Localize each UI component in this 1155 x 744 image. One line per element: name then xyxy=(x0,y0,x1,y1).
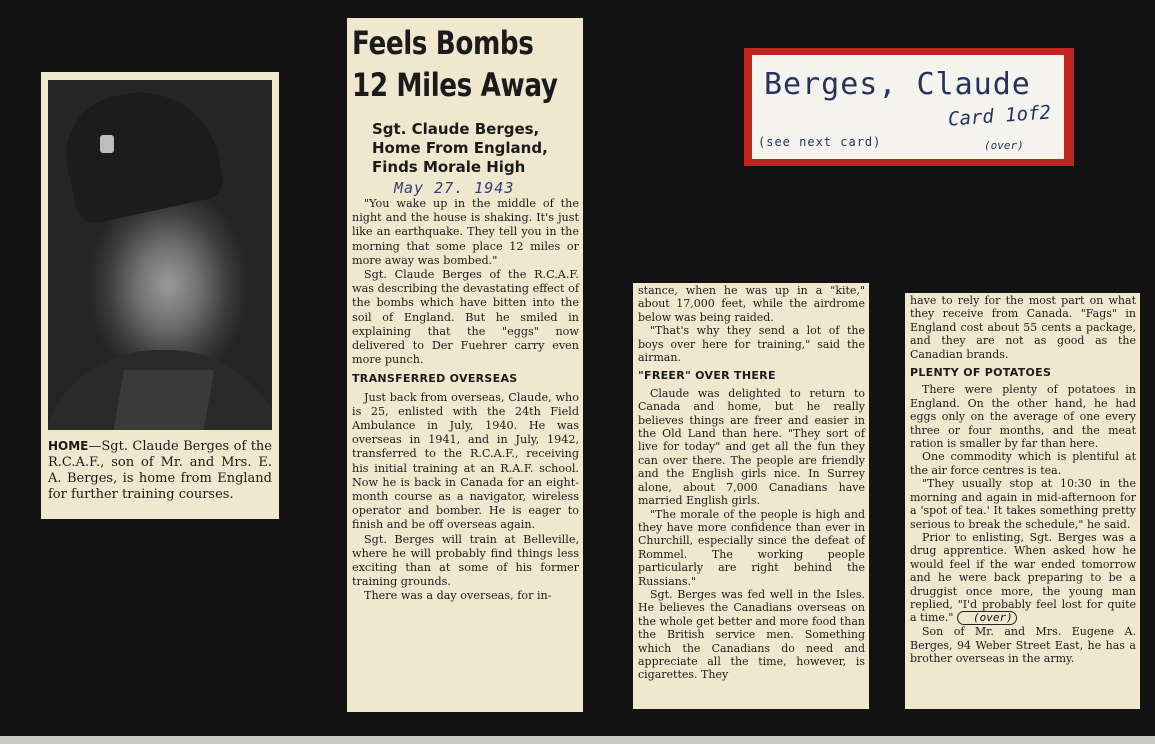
photo-caption xyxy=(48,438,272,503)
caption-text: —Sgt. Claude Berges of the R.C.A.F., son of Mr. and Mrs. E. A. Berges, is home from England for further training courses. xyxy=(48,439,272,502)
article-column-3 xyxy=(905,293,1140,709)
paragraph: Just back from overseas, Claude, who is 25, enlisted with the 24th Field Ambulance in July, 1940. He was overseas in 1941, and in July, 1942, transferred to the R.C.A.F., receiving his initial training at an R.A.F. school. Now he is back in Canada for an eight-month course as a navigator, wireless operator and bomber. He is eager to finish and be off overseas again. xyxy=(352,390,579,532)
section-heading: "FREER" OVER THERE xyxy=(638,369,776,383)
card-count: Card 1of2 xyxy=(947,101,1052,131)
section-heading: PLENTY OF POTATOES xyxy=(910,366,1052,380)
card-note: (see next card) xyxy=(758,135,882,149)
paragraph: "They usually stop at 10:30 in the morning and again in mid-afternoon for a 'spot of tea.' It takes something pretty serious to break the schedule," he said. xyxy=(910,477,1136,531)
headline xyxy=(352,22,582,106)
page-bottom-edge xyxy=(0,736,1155,744)
paragraph: One commodity which is plentiful at the air force centres is tea. xyxy=(910,450,1136,477)
headline-line-1: Feels Bombs xyxy=(352,24,534,62)
card-over: (over) xyxy=(984,139,1024,152)
paragraph: There was a day overseas, for in- xyxy=(364,589,552,603)
paragraph: Claude was delighted to return to Canada and home, but he really believes things are freer and easier in the Old Land than here. "They sort of live for today" and get all the fun they can over there. The people are friendly and the English girls nice. In Surrey alone, about 7,000 Canadians have married English girls. xyxy=(638,386,865,508)
paragraph: "You wake up in the middle of the night and the house is shaking. It's just like an earthquake. They tell you in the morning that some place 12 miles or more away was bombed." xyxy=(352,197,579,267)
handwritten-over-mark: (over) xyxy=(957,611,1017,625)
article-column-2 xyxy=(633,283,869,709)
caption-lead: HOME xyxy=(48,439,89,453)
article-body xyxy=(352,197,579,604)
uniform-collar xyxy=(112,370,214,430)
paragraph: There were plenty of potatoes in England. On the other hand, he had eggs only on the average of one every three or four months, and the meat ration is smaller by far than here. xyxy=(910,383,1136,451)
handwritten-date: May 27. 1943 xyxy=(394,179,515,197)
paragraph: "The morale of the people is high and they have more confidence than ever in Churchill, especially since the defeat of Rommel. The working people particularly are right behind the Russians." xyxy=(638,507,865,588)
cap-badge xyxy=(100,135,114,153)
forage-cap xyxy=(55,80,227,226)
column-3-body xyxy=(910,294,1136,666)
subhead-line-2: Home From England, xyxy=(372,139,548,157)
subheadline xyxy=(372,120,579,177)
section-heading: TRANSFERRED OVERSEAS xyxy=(352,372,518,386)
paragraph: have to rely for the most part on what they receive from Canada. "Fags" in England cost about 55 cents a package, and they are not as good as the Canadian brands. xyxy=(910,294,1136,361)
subhead-line-3: Finds Morale High xyxy=(372,158,526,176)
index-card xyxy=(752,55,1064,159)
paragraph-text: Prior to enlisting, Sgt. Berges was a drug apprentice. When asked how he would feel if the war ended tomorrow and he were back preparing to be a druggist once more, the young man replied, "I'd probably feel lost for quite a time." xyxy=(910,530,1136,625)
subhead-line-1: Sgt. Claude Berges, xyxy=(372,120,540,138)
photo-clipping xyxy=(41,72,279,519)
headline-line-2: 12 Miles Away xyxy=(352,66,558,104)
paragraph: Son of Mr. and Mrs. Eugene A. Berges, 94 Weber Street East, he has a brother overseas in the army. xyxy=(910,625,1136,666)
paragraph: "That's why they send a lot of the boys over here for training," said the airman. xyxy=(638,324,865,365)
paragraph xyxy=(910,531,1136,625)
paragraph: Sgt. Claude Berges of the R.C.A.F. was describing the devastating effect of the bombs which have bitten into the soil of England. But he smiled in explaining that the "eggs" now delivered to Der Fuehrer carry even more punch. xyxy=(352,268,579,367)
portrait-photo xyxy=(48,80,272,430)
card-name: Berges, Claude xyxy=(764,67,1031,102)
index-card-frame xyxy=(744,48,1074,166)
column-2-body xyxy=(638,284,865,682)
paragraph: stance, when he was up in a "kite," about 17,000 feet, while the airdrome below was being raided. xyxy=(638,284,865,324)
article-column-1 xyxy=(347,18,583,712)
paragraph: Sgt. Berges will train at Belleville, where he will probably find things less exciting than at some of his former training grounds. xyxy=(352,532,579,589)
paragraph: Sgt. Berges was fed well in the Isles. He believes the Canadians overseas on the whole get better and more food than the British service men. Something which the Canadians do need and appreciate all the time, however, is cigarettes. They xyxy=(638,587,865,682)
